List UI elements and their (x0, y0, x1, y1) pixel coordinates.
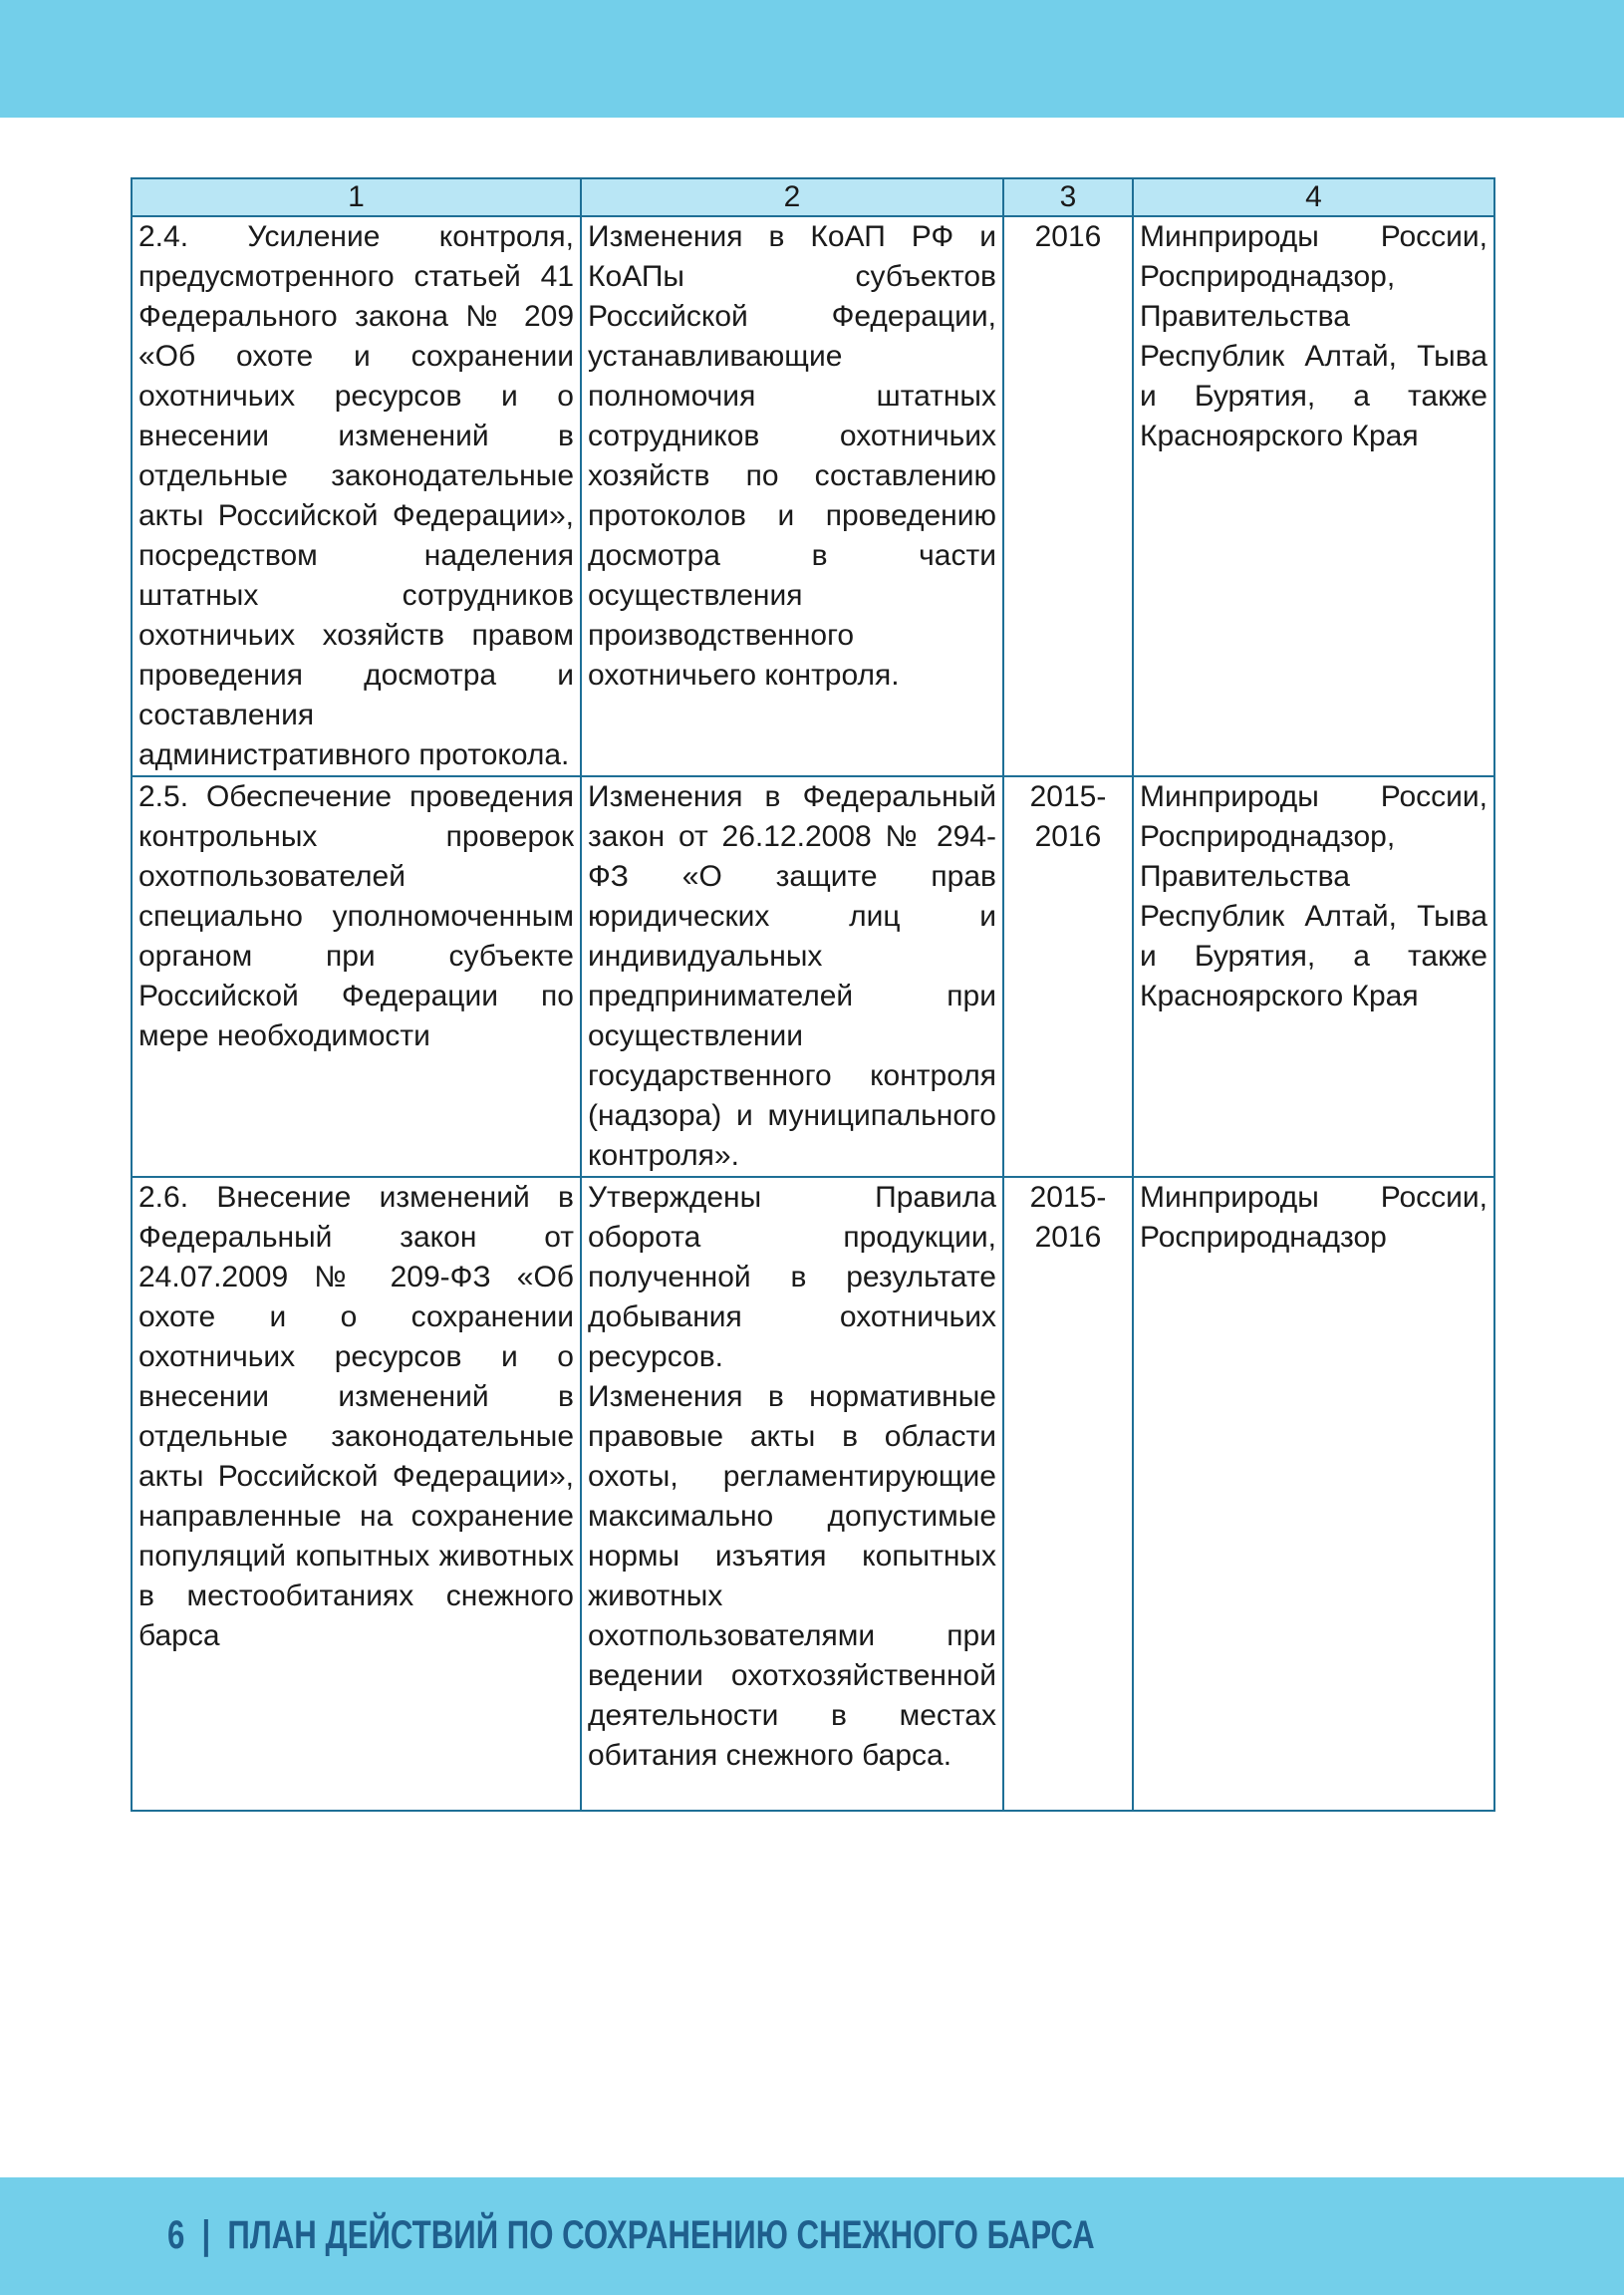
responsible-cell: Минприроды России, Росприроднадзор, Правительства Республик Алтай, Тыва и Бурятия, а также Красноярского Края (1133, 216, 1494, 776)
result-cell (581, 776, 1003, 1177)
result-cell (581, 216, 1003, 776)
result-paragraph: Изменения в нормативные правовые акты в области охоты, регламентирующие максимально допустимые нормы изъятия копытных животных охотпользователями при ведении охотхозяйственной деятельности в местах обитания снежного барса. (588, 1380, 996, 1772)
document-title: ПЛАН ДЕЙСТВИЙ ПО СОХРАНЕНИЮ СНЕЖНОГО БАРСА (227, 2212, 1095, 2257)
period-cell: 2015-2016 (1003, 1177, 1133, 1811)
result-paragraph: Утверждены Правила оборота продукции, полученной в результате добывания охотничьих ресурсов. (588, 1181, 996, 1373)
result-paragraph: Изменения в Федеральный закон от 26.12.2008 № 294-ФЗ «О защите прав юридических лиц и индивидуальных предпринимателей при осуществлении государственного контроля (надзора) и муниципального контроля». (588, 780, 996, 1172)
result-paragraph: Изменения в КоАП РФ и КоАПы субъектов Российской Федерации, устанавливающие полномочия штатных сотрудников охотничьих хозяйств по составлению протоколов и проведению досмотра в части осуществления производственного охотничьего контроля. (588, 220, 996, 692)
measure-cell: 2.4. Усиление контроля, предусмотренного статьей 41 Федерального закона № 209 «Об охоте и сохранении охотничьих ресурсов и о внесении изменений в отдельные законодательные акты Российской Федерации», посредством наделения штатных сотрудников охотничьих хозяйств правом проведения досмотра и составления административного протокола. (132, 216, 581, 776)
result-cell (581, 1177, 1003, 1811)
responsible-cell: Минприроды России, Росприроднадзор, Правительства Республик Алтай, Тыва и Бурятия, а также Красноярского Края (1133, 776, 1494, 1177)
period-cell: 2015-2016 (1003, 776, 1133, 1177)
column-header-1: 1 (132, 178, 581, 216)
table-row (132, 216, 1494, 776)
responsible-cell: Минприроды России, Росприроднадзор (1133, 1177, 1494, 1811)
footer-separator: | (201, 2212, 211, 2257)
measure-cell: 2.6. Внесение изменений в Федеральный закон от 24.07.2009 № 209-ФЗ «Об охоте и о сохранении охотничьих ресурсов и о внесении изменений в отдельные законодательные акты Российской Федерации», направленные на сохранение популяций копытных животных в местообитаниях снежного барса (132, 1177, 581, 1811)
table-header-row (132, 178, 1494, 216)
column-header-4: 4 (1133, 178, 1494, 216)
page-number: 6 (167, 2212, 185, 2257)
table-row (132, 776, 1494, 1177)
table-row (132, 1177, 1494, 1811)
column-header-3: 3 (1003, 178, 1133, 216)
page-footer (167, 2200, 1095, 2270)
column-header-2: 2 (581, 178, 1003, 216)
action-plan-table (131, 177, 1495, 1812)
measure-cell: 2.5. Обеспечение проведения контрольных проверок охотпользователей специально уполномоченным органом при субъекте Российской Федерации по мере необходимости (132, 776, 581, 1177)
period-cell: 2016 (1003, 216, 1133, 776)
top-color-band (0, 0, 1624, 118)
